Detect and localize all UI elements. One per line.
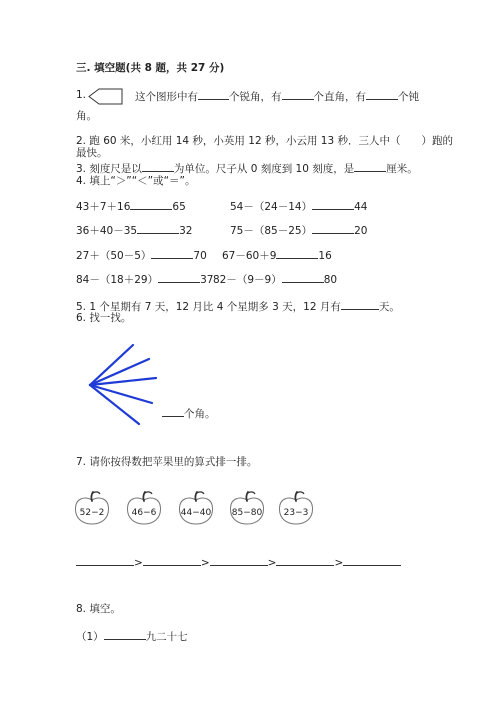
q4-item — [230, 198, 367, 214]
q4-item-blank[interactable] — [312, 198, 354, 210]
q5-text-b: 天。 — [378, 301, 400, 313]
q4-item — [213, 271, 337, 287]
q7-order-blank[interactable] — [76, 554, 134, 566]
q1-text-d: 个钝 — [398, 91, 419, 103]
q1-number: 1. — [76, 89, 87, 101]
q5-text-a: 5. 1 个星期有 7 天，12 月比 4 个星期多 3 天，12 月有 — [76, 301, 341, 313]
q1-blank-obtuse[interactable] — [366, 88, 398, 100]
q4-item-left: 84－（18＋29） — [76, 274, 159, 286]
q4-item-right: 32 — [179, 225, 193, 237]
apple-expression: 85−80 — [231, 508, 263, 518]
q3-text-a: 3. 刻度尺是以 — [76, 163, 142, 175]
q4-item-right: 70 — [193, 250, 207, 262]
apple-expression: 46−6 — [131, 508, 157, 518]
q4-item-blank[interactable] — [282, 271, 324, 283]
q4-item-right: 16 — [318, 250, 332, 262]
q7-order-line — [76, 554, 401, 570]
q4-item-left: 43＋7＋16 — [76, 201, 131, 213]
q6-blank-angles[interactable] — [162, 405, 184, 417]
q4-item-blank[interactable] — [276, 247, 318, 259]
apple-card — [176, 489, 216, 527]
q3-blank-unit[interactable] — [142, 160, 174, 172]
q3-text-b: 为单位。尺子从 0 刻度到 10 刻度，是 — [173, 163, 355, 175]
apple-card — [276, 489, 316, 527]
q7-order-blank[interactable] — [143, 554, 201, 566]
q1-blank-acute[interactable] — [198, 88, 229, 100]
section-title: 三. 填空题(共 8 题，共 27 分) — [76, 62, 225, 74]
apple-card — [124, 489, 164, 527]
apple-expression: 52−2 — [79, 508, 105, 518]
q8-item1-blank[interactable] — [104, 628, 146, 640]
q4-item-left: 27＋（50－5） — [76, 250, 152, 262]
q1-blank-right[interactable] — [282, 88, 314, 100]
q8-item1-num: （1） — [76, 631, 104, 643]
q4-item-left: 82－（9－9） — [213, 274, 282, 286]
q7-order-separator: > — [267, 557, 277, 569]
q4-item-blank[interactable] — [158, 271, 200, 283]
q4-item — [230, 222, 367, 238]
q4-item-left: 36＋40－35 — [76, 225, 138, 237]
q7-order-separator: > — [134, 557, 143, 569]
q1-text-tail: 角。 — [76, 110, 97, 122]
q4-item — [76, 198, 186, 214]
q4-item — [76, 222, 192, 238]
q2-line1: 2. 跑 60 米，小红用 14 秒，小英用 12 秒，小云用 13 秒．三人中（ ）跑的 — [76, 135, 453, 147]
apple-expression: 44−40 — [180, 508, 212, 518]
apple-card — [227, 489, 267, 527]
q6-answer-suffix: 个角。 — [184, 408, 216, 420]
q4-title: 4. 填上“＞”“＜”或“＝”。 — [76, 175, 196, 187]
q4-item-blank[interactable] — [312, 222, 354, 234]
q7-order-separator: > — [334, 557, 344, 569]
q7-order-blank[interactable] — [210, 554, 268, 566]
q4-item — [222, 247, 332, 263]
q4-item — [76, 271, 213, 287]
q1-text-c: 个直角，有 — [313, 91, 366, 103]
q4-item-right: 44 — [354, 201, 368, 213]
q1-text-b: 个锐角，有 — [229, 91, 282, 103]
q2-line2: 最快。 — [76, 147, 108, 159]
apple-card — [72, 489, 112, 527]
q4-item-blank[interactable] — [137, 222, 179, 234]
q4-item-right: 20 — [354, 225, 368, 237]
q8-title: 8. 填空。 — [76, 603, 121, 615]
q4-item-left: 75－（85－25） — [230, 225, 313, 237]
q3-text-c: 厘米。 — [386, 163, 418, 175]
q1-text — [135, 88, 419, 104]
q4-item-right: 65 — [172, 201, 186, 213]
q7-title: 7. 请你按得数把苹果里的算式排一排。 — [76, 456, 258, 468]
apple-expression: 23−3 — [283, 508, 309, 518]
q4-item-left: 54－（24－14） — [230, 201, 313, 213]
q1-text-a: 这个图形中有 — [135, 91, 198, 103]
q6-title: 6. 找一找。 — [76, 312, 132, 324]
q7-order-separator: > — [200, 557, 210, 569]
q3-blank-length[interactable] — [354, 160, 386, 172]
q4-item-left: 67－60＋9 — [222, 250, 277, 262]
rays-figure — [86, 340, 161, 430]
q8-item1 — [76, 628, 188, 644]
q7-order-blank[interactable] — [276, 554, 334, 566]
pentagon-figure — [88, 88, 124, 106]
q5-blank-days[interactable] — [341, 298, 379, 310]
q6-answer — [162, 405, 216, 421]
q4-item-right: 80 — [323, 274, 338, 286]
q4-item-blank[interactable] — [151, 247, 193, 259]
q4-item-blank[interactable] — [130, 198, 172, 210]
q8-item1-text: 九二十七 — [145, 631, 188, 643]
q7-order-blank[interactable] — [343, 554, 401, 566]
q4-item-right: 37 — [200, 274, 214, 286]
q4-item — [76, 247, 207, 263]
